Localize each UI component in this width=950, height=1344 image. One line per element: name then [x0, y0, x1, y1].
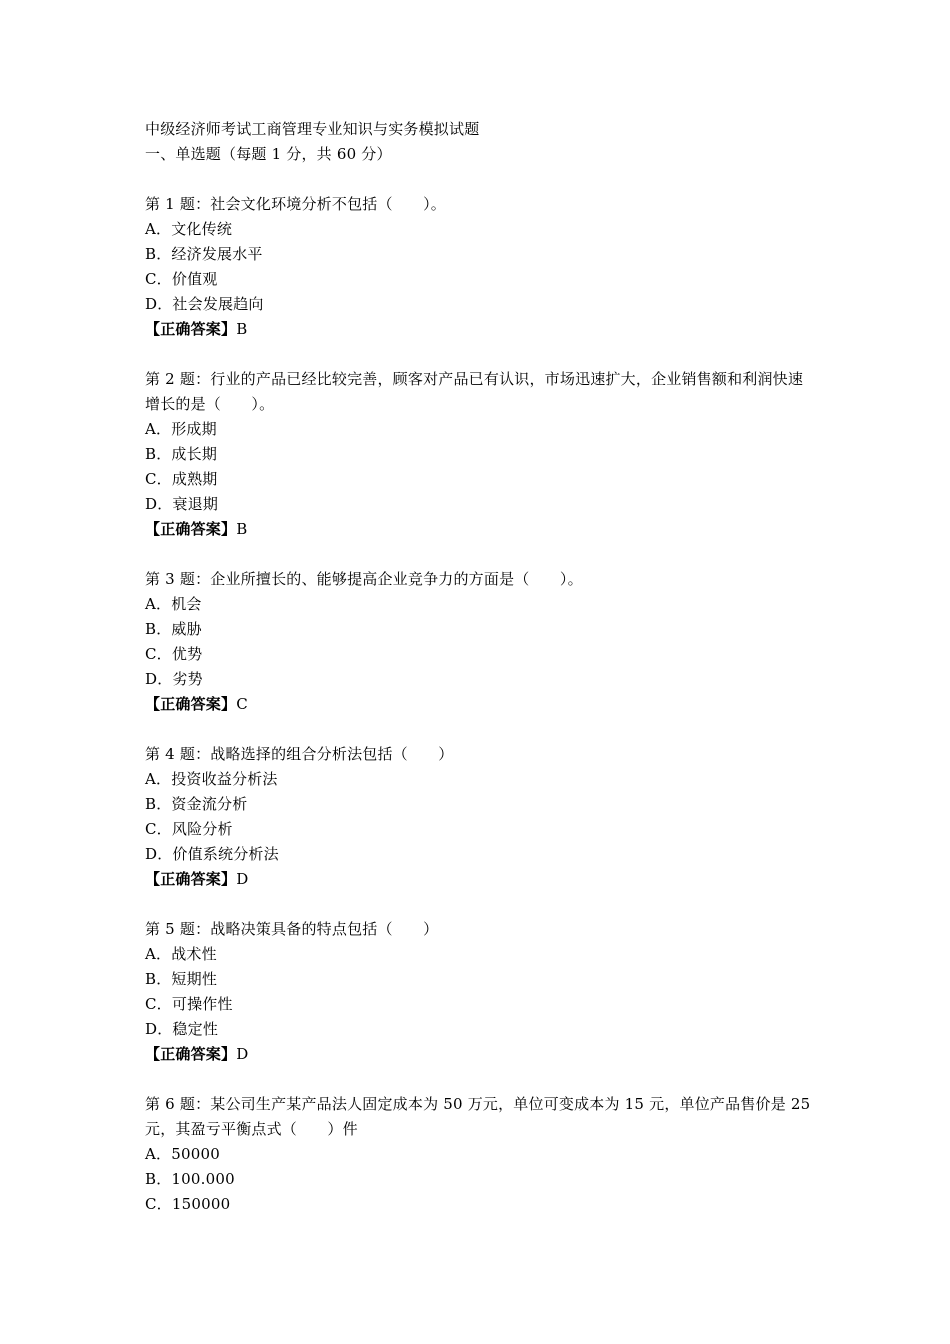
option-b: B．成长期: [145, 445, 218, 463]
question-3: [145, 567, 815, 717]
option-c: C．可操作性: [145, 995, 233, 1013]
answer-value: D: [236, 870, 249, 888]
option-a: A．文化传统: [145, 220, 233, 238]
document-page: [145, 117, 815, 1217]
question-stem: 第 6 题：某公司生产某产品法人固定成本为 50 万元，单位可变成本为 15 元，单位产品售价是 25 元，其盈亏平衡点式（ ）件: [145, 1095, 811, 1138]
option-c: C．成熟期: [145, 470, 218, 488]
correct-answer: [145, 517, 815, 542]
option-d: D．稳定性: [145, 1020, 219, 1038]
option-d: D．社会发展趋向: [145, 295, 264, 313]
question-2: [145, 367, 815, 542]
option-b: B．经济发展水平: [145, 245, 263, 263]
question-5: [145, 917, 815, 1067]
option-d: D．劣势: [145, 670, 203, 688]
question-6: [145, 1092, 815, 1217]
option-a: A．投资收益分析法: [145, 770, 278, 788]
option-b: B．短期性: [145, 970, 218, 988]
answer-label: 【正确答案】: [145, 1045, 237, 1063]
answer-label: 【正确答案】: [145, 520, 237, 538]
question-stem: 第 1 题：社会文化环境分析不包括（ ）。: [145, 195, 446, 213]
answer-value: B: [236, 320, 248, 338]
answer-label: 【正确答案】: [145, 695, 237, 713]
correct-answer: [145, 317, 815, 342]
answer-value: D: [236, 1045, 249, 1063]
option-a: A．机会: [145, 595, 202, 613]
question-1: [145, 192, 815, 342]
document-title: 中级经济师考试工商管理专业知识与实务模拟试题: [145, 120, 480, 138]
option-c: C．风险分析: [145, 820, 233, 838]
question-stem: 第 5 题：战略决策具备的特点包括（ ）: [145, 920, 439, 938]
question-stem: 第 2 题：行业的产品已经比较完善，顾客对产品已有认识，市场迅速扩大，企业销售额和利润快速增长的是（ ）。: [145, 370, 804, 413]
correct-answer: [145, 867, 815, 892]
question-4: [145, 742, 815, 892]
option-c: C．优势: [145, 645, 203, 663]
option-b: B．资金流分析: [145, 795, 248, 813]
answer-value: B: [236, 520, 248, 538]
option-d: D．衰退期: [145, 495, 219, 513]
option-b: B．威胁: [145, 620, 202, 638]
answer-label: 【正确答案】: [145, 320, 237, 338]
correct-answer: [145, 1042, 815, 1067]
option-b: B．100.000: [145, 1170, 235, 1188]
section-heading: 一、单选题（每题 1 分，共 60 分）: [145, 145, 392, 163]
option-d: D．价值系统分析法: [145, 845, 279, 863]
answer-value: C: [236, 695, 248, 713]
correct-answer: [145, 692, 815, 717]
question-stem: 第 3 题：企业所擅长的、能够提高企业竞争力的方面是（ ）。: [145, 570, 583, 588]
option-a: A．形成期: [145, 420, 217, 438]
question-stem: 第 4 题：战略选择的组合分析法包括（ ）: [145, 745, 454, 763]
option-c: C．价值观: [145, 270, 218, 288]
option-a: A．战术性: [145, 945, 217, 963]
answer-label: 【正确答案】: [145, 870, 237, 888]
option-a: A．50000: [145, 1145, 220, 1163]
option-c: C．150000: [145, 1195, 231, 1213]
